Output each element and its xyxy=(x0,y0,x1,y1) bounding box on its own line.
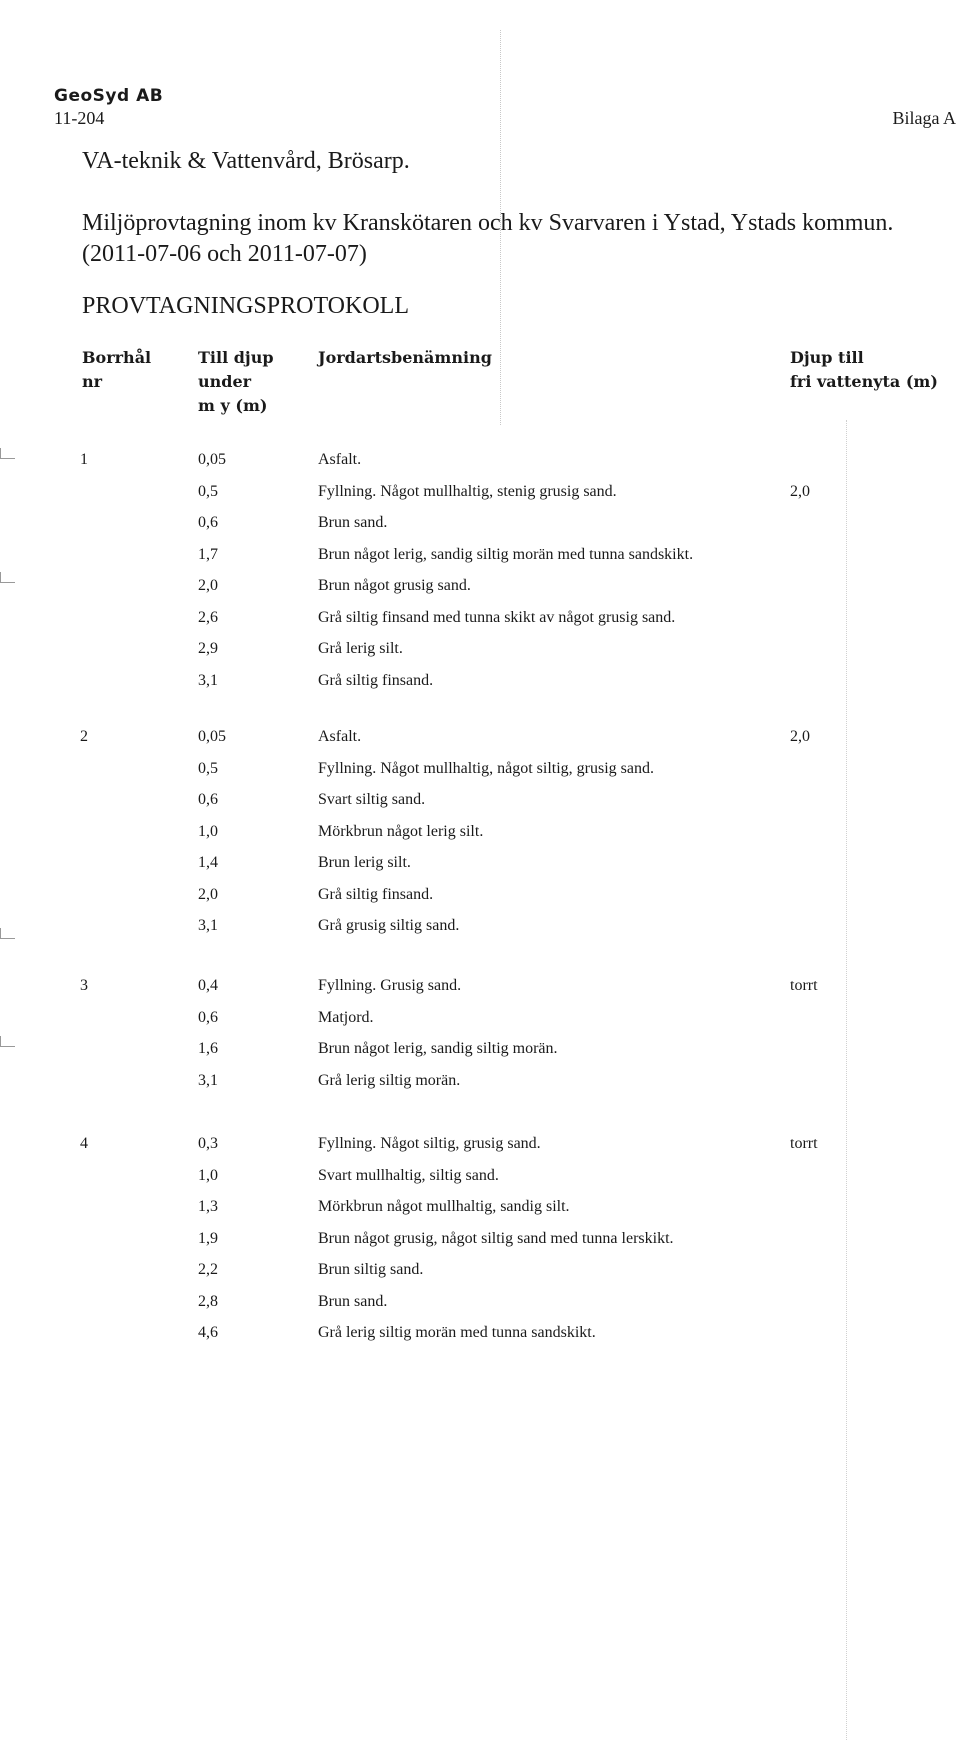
depth-value: 3,1 xyxy=(198,671,218,689)
soil-description: Fyllning. Något mullhaltig, stenig grusig sand. xyxy=(318,482,617,500)
depth-value: 3,1 xyxy=(198,917,218,934)
table-row xyxy=(0,1036,960,1062)
soil-description: Svart mullhaltig, siltig sand. xyxy=(318,1166,499,1184)
soil-description: Grå lerig siltig morän med tunna sandskikt. xyxy=(318,1324,596,1341)
water-level-value: torrt xyxy=(790,977,818,994)
depth-value: 1,7 xyxy=(198,545,218,563)
document-number: 11-204 xyxy=(54,108,105,128)
table-row xyxy=(0,756,960,782)
soil-description: Brun sand. xyxy=(318,1292,388,1310)
soil-description: Fyllning. Grusig sand. xyxy=(318,977,462,994)
depth-value: 2,6 xyxy=(198,608,218,626)
table-row xyxy=(0,913,960,939)
table-row xyxy=(0,1131,960,1157)
soil-description: Brun sand. xyxy=(318,514,388,531)
water-level-value: torrt xyxy=(790,1135,818,1152)
table-row xyxy=(0,479,960,505)
depth-value: 1,0 xyxy=(198,822,218,840)
depth-value: 0,6 xyxy=(198,1008,218,1026)
depth-value: 0,4 xyxy=(198,977,218,994)
borehole-number: 2 xyxy=(80,728,88,745)
attachment-label: Bilaga A xyxy=(892,108,956,128)
project-title: VA-teknik & Vattenvård, Brösarp. xyxy=(82,148,410,174)
depth-value: 2,2 xyxy=(198,1261,218,1278)
table-row xyxy=(0,882,960,908)
table-row xyxy=(0,1194,960,1220)
table-row xyxy=(0,636,960,662)
table-row xyxy=(0,447,960,473)
soil-description: Grå grusig siltig sand. xyxy=(318,917,460,934)
table-row xyxy=(0,510,960,536)
soil-description: Brun siltig sand. xyxy=(318,1261,424,1278)
depth-value: 0,6 xyxy=(198,514,218,531)
table-row xyxy=(0,1257,960,1283)
table-row xyxy=(0,1068,960,1094)
table-row xyxy=(0,973,960,999)
water-level-value: 2,0 xyxy=(790,728,810,745)
soil-description: Asfalt. xyxy=(318,451,362,468)
soil-description: Asfalt. xyxy=(318,728,362,745)
depth-value: 1,6 xyxy=(198,1040,218,1057)
soil-description: Svart siltig sand. xyxy=(318,791,426,808)
soil-description: Mörkbrun något mullhaltig, sandig silt. xyxy=(318,1198,570,1215)
depth-value: 1,4 xyxy=(198,854,218,871)
column-header-water: Djup till fri vattenyta (m) xyxy=(790,348,938,391)
soil-description: Grå siltig finsand. xyxy=(318,885,434,903)
soil-description: Mörkbrun något lerig silt. xyxy=(318,822,484,840)
column-header-depth: Till djup under m y (m) xyxy=(198,348,274,415)
depth-value: 2,9 xyxy=(198,640,218,657)
table-row xyxy=(0,1289,960,1315)
table-row xyxy=(0,819,960,845)
water-level-value: 2,0 xyxy=(790,482,810,500)
table-row xyxy=(0,668,960,694)
soil-description: Grå siltig finsand med tunna skikt av något grusig sand. xyxy=(318,608,676,626)
table-row xyxy=(0,1226,960,1252)
soil-description: Brun något grusig sand. xyxy=(318,577,471,594)
soil-description: Brun något grusig, något siltig sand med tunna lerskikt. xyxy=(318,1229,674,1247)
soil-description: Grå lerig silt. xyxy=(318,640,403,657)
document-dates: (2011-07-06 och 2011-07-07) xyxy=(82,241,367,267)
depth-value: 4,6 xyxy=(198,1324,218,1341)
soil-description: Fyllning. Något siltig, grusig sand. xyxy=(318,1135,541,1152)
depth-value: 1,0 xyxy=(198,1166,218,1184)
depth-value: 2,0 xyxy=(198,577,218,594)
depth-value: 0,05 xyxy=(198,451,226,468)
soil-description: Fyllning. Något mullhaltig, något siltig, grusig sand. xyxy=(318,759,654,777)
soil-description: Brun något lerig, sandig siltig morän med tunna sandskikt. xyxy=(318,545,694,563)
depth-value: 0,3 xyxy=(198,1135,218,1152)
depth-value: 1,9 xyxy=(198,1229,218,1247)
soil-description: Grå lerig siltig morän. xyxy=(318,1071,461,1089)
column-header-borehole: Borrhål nr xyxy=(82,348,152,391)
borehole-number: 4 xyxy=(80,1135,88,1152)
table-row xyxy=(0,1005,960,1031)
borehole-number: 1 xyxy=(80,451,88,468)
depth-value: 0,05 xyxy=(198,728,226,745)
depth-value: 3,1 xyxy=(198,1071,218,1089)
table-row xyxy=(0,850,960,876)
table-row xyxy=(0,1320,960,1346)
document-title: Miljöprovtagning inom kv Kranskötaren och kv Svarvaren i Ystad, Ystads kommun. xyxy=(82,210,894,236)
table-row xyxy=(0,542,960,568)
table-row xyxy=(0,573,960,599)
depth-value: 0,6 xyxy=(198,791,218,808)
depth-value: 2,8 xyxy=(198,1292,218,1310)
soil-description: Grå siltig finsand. xyxy=(318,671,434,689)
company-name: GeoSyd AB xyxy=(54,86,164,106)
soil-description: Brun lerig silt. xyxy=(318,854,411,871)
depth-value: 2,0 xyxy=(198,885,218,903)
protocol-heading: PROVTAGNINGSPROTOKOLL xyxy=(82,293,409,319)
table-row xyxy=(0,1163,960,1189)
depth-value: 0,5 xyxy=(198,482,218,500)
table-row xyxy=(0,724,960,750)
soil-description: Brun något lerig, sandig siltig morän. xyxy=(318,1040,558,1057)
borehole-number: 3 xyxy=(80,977,88,994)
table-row xyxy=(0,605,960,631)
depth-value: 1,3 xyxy=(198,1198,218,1215)
soil-description: Matjord. xyxy=(318,1008,374,1026)
depth-value: 0,5 xyxy=(198,759,218,777)
column-header-soil: Jordartsbenämning xyxy=(318,348,492,367)
table-row xyxy=(0,787,960,813)
